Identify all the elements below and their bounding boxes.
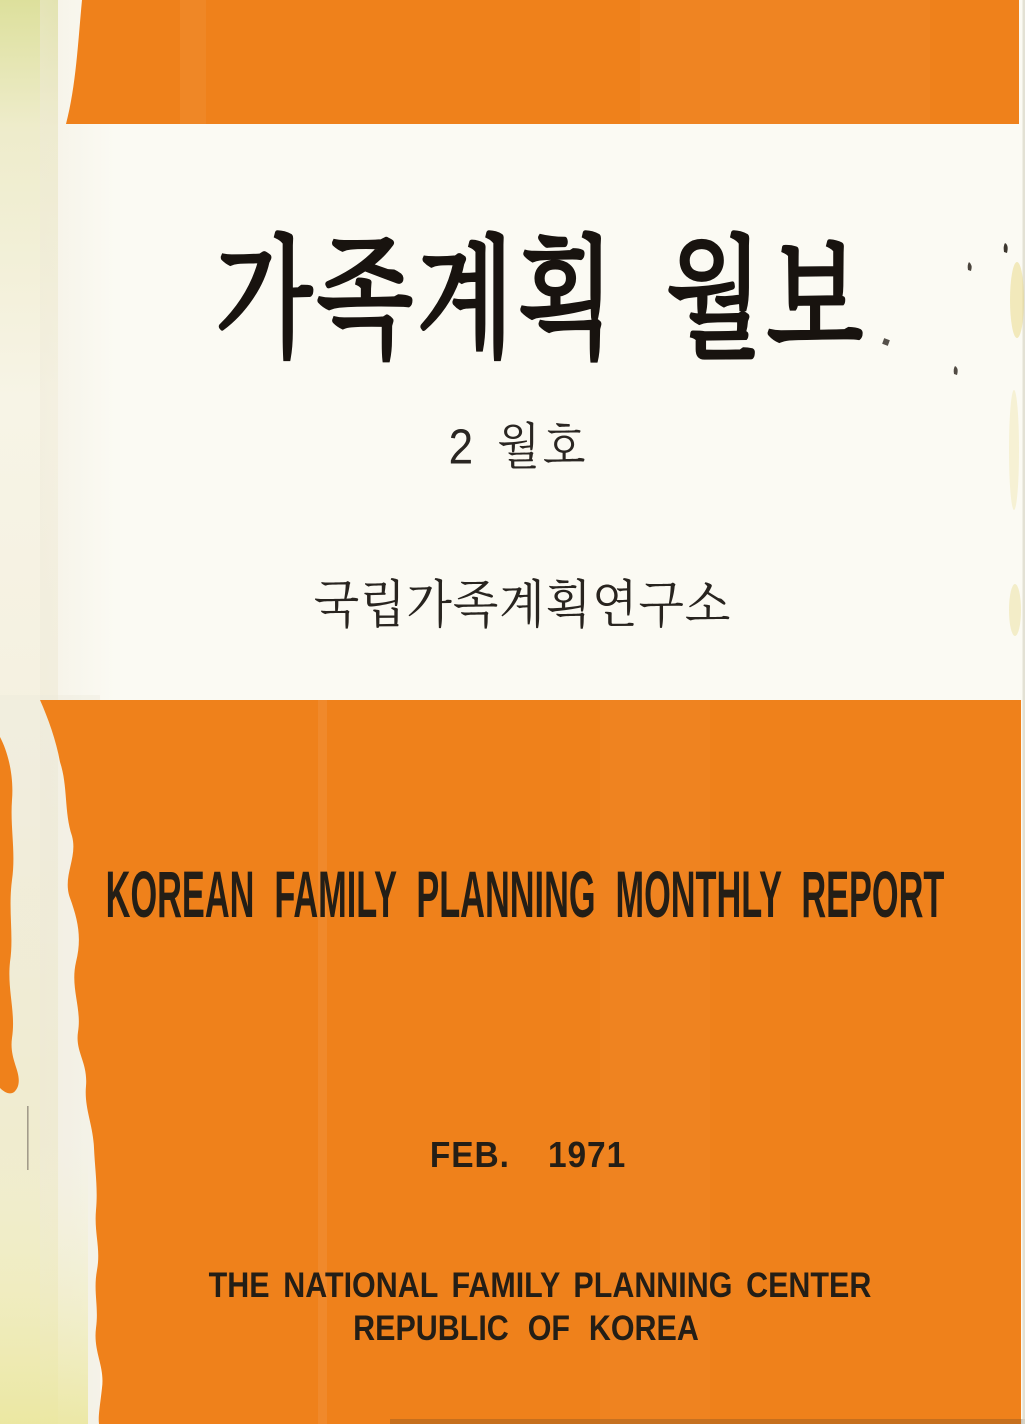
bottom-left-yellow-stain [0,1140,88,1424]
english-title: KOREAN FAMILY PLANNING MONTHLY REPORT [105,857,944,931]
print-streak-4 [180,0,206,124]
print-streak-1 [318,700,327,1424]
publisher-name: THE NATIONAL FAMILY PLANNING CENTER [208,1266,871,1305]
institute-name-korean: 국립가족계획연구소 [313,575,732,634]
issue-date: FEB. 1971 [429,1134,626,1175]
korean-calligraphy-title: 가족계획 월보 [215,226,868,374]
bottom-edge-shadow [390,1419,1025,1424]
issue-number-label: 2 월호 [448,420,589,475]
print-streak-3 [640,0,930,124]
publisher-country: REPUBLIC OF KOREA [352,1309,699,1348]
